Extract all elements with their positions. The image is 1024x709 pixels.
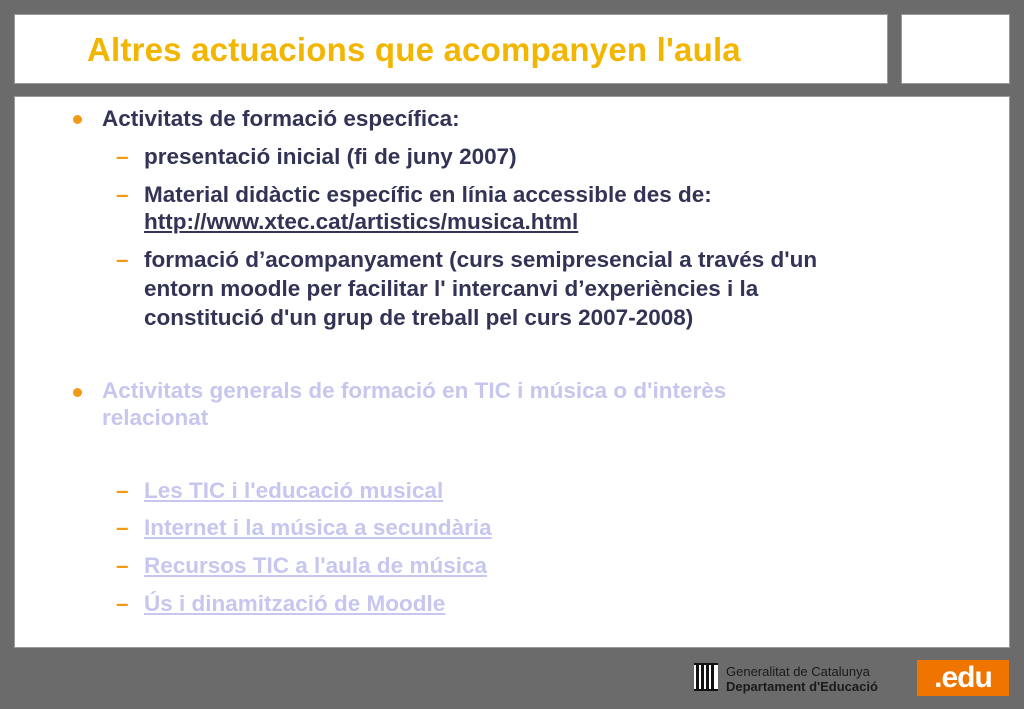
dash-icon: – xyxy=(116,182,129,207)
generalitat-logo-icon xyxy=(694,663,718,691)
link-recursos-tic[interactable]: Recursos TIC a l'aula de música xyxy=(144,553,487,578)
musica-link[interactable]: http://www.xtec.cat/artistics/musica.html xyxy=(144,209,579,234)
list-item-line: entorn moodle per facilitar l' intercanvi d’experiències i la xyxy=(144,276,759,301)
org-name-line2: Departament d'Educació xyxy=(726,679,878,694)
dash-icon: – xyxy=(116,591,129,616)
dash-icon: – xyxy=(116,515,129,540)
slide-title: Altres actuacions que acompanyen l'aula xyxy=(87,31,741,68)
list-item: presentació inicial (fi de juny 2007) xyxy=(144,144,517,169)
link-internet-musica[interactable]: Internet i la música a secundària xyxy=(144,515,492,540)
bullet-dot-icon xyxy=(73,115,82,124)
corner-panel xyxy=(901,14,1010,84)
link-tic-educacio[interactable]: Les TIC i l'educació musical xyxy=(144,478,444,503)
edu-badge: .edu xyxy=(917,660,1009,696)
section2-heading-line: Activitats generals de formació en TIC i música o d'interès xyxy=(102,378,727,403)
dash-icon: – xyxy=(116,478,129,503)
org-name-line1: Generalitat de Catalunya xyxy=(726,664,870,679)
section1-heading: Activitats de formació específica: xyxy=(102,106,460,131)
dash-icon: – xyxy=(116,144,129,169)
title-box xyxy=(14,14,888,84)
list-item-line: formació d’acompanyament (curs semipresencial a través d'un xyxy=(144,247,818,272)
section2-heading-line: relacionat xyxy=(102,405,209,430)
dash-icon: – xyxy=(116,247,129,272)
list-item-line: constitució d'un grup de treball pel curs 2007-2008) xyxy=(144,305,694,330)
list-item: Material didàctic específic en línia accessible des de: xyxy=(144,182,712,207)
dash-icon: – xyxy=(116,553,129,578)
link-moodle[interactable]: Ús i dinamització de Moodle xyxy=(144,591,446,616)
bullet-dot-icon xyxy=(73,388,82,397)
